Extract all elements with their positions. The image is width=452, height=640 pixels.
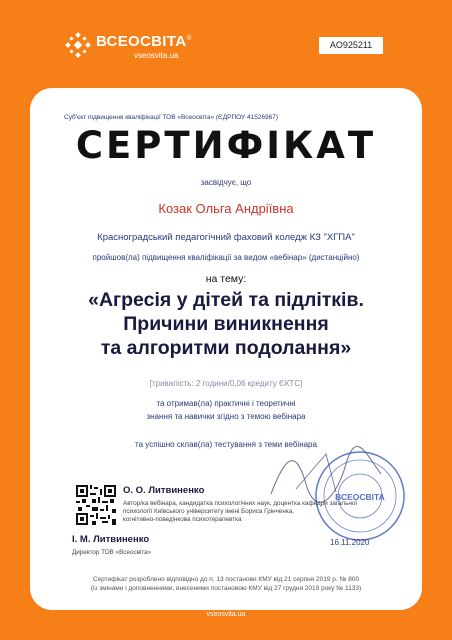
footer-url[interactable]: vseosvita.ua: [206, 611, 246, 618]
received-line: знання та навички згідно з темою вебінара: [146, 412, 306, 421]
duration: [тривалість: 2 години/0,06 кредиту ЄКТС]: [149, 379, 303, 388]
director-name: І. М. Литвиненко: [72, 534, 150, 545]
legal-footnote: [30, 575, 422, 593]
passed-text: пройшов(ла) підвищення кваліфікації за видом «вебінар» (дистанційно): [92, 253, 360, 262]
brand-ornament-icon: [64, 31, 92, 59]
brand-url: vseosvita.ua: [134, 51, 179, 60]
organization: Красноградський педагогічний фаховий коледж КЗ "ХГПА": [97, 232, 355, 243]
certificate-card: [30, 88, 422, 610]
brand-logo: [64, 31, 192, 61]
tested-text: та успішно склав(ла) тестування з теми вебінара: [135, 440, 317, 449]
topic-label: на тему:: [205, 273, 247, 285]
author-description-line: Автор/ка вебінара, кандидатка психологічних наук, доцентка кафедри загальної: [123, 500, 358, 507]
topic-line: «Агресія у дітей та підлітків.: [88, 289, 364, 311]
subject-line: Суб'єкт підвищення кваліфікації ТОВ «Всеосвіта» (ЄДРПОУ 41526967): [64, 114, 279, 121]
brand-name: ВСЕОСВІТА: [96, 33, 187, 50]
director-role: Директор ТОВ «Всеосвіта»: [72, 549, 152, 556]
topic-line: Причини виникнення: [123, 313, 329, 335]
certificate-title: СЕРТИФІКАТ: [75, 124, 377, 167]
signer-director: [72, 534, 151, 556]
footnote-line: Сертифікат розроблено відповідно до п. 13 постанови КМУ від 21 серпня 2019 р. № 800: [92, 576, 360, 583]
issue-date: 16.11.2020: [330, 538, 370, 547]
qr-code[interactable]: [76, 485, 116, 525]
author-description: [123, 500, 423, 524]
signer-author: [123, 485, 423, 524]
received-text: [30, 397, 422, 423]
stamp-text: ВСЕОСВІТА: [335, 492, 385, 502]
recipient-name: Козак Ольга Андріївна: [158, 201, 294, 216]
author-description-line: психології Київського університету імені Бориса Грінченка,: [123, 508, 295, 515]
header: [0, 0, 452, 88]
certificate-id: AO925211: [319, 37, 383, 54]
footnote-line: (із змінами і доповненнями, внесеними постановою КМУ від 27 грудня 2019 року № 1133): [90, 585, 362, 592]
attests-text: засвідчує, що: [200, 178, 252, 187]
topic-title: [30, 288, 422, 360]
author-name: О. О. Литвиненко: [123, 485, 205, 496]
author-description-line: когнітивно-поведінкова психотерапевтка: [123, 516, 242, 523]
topic-line: та алгоритми подолання»: [100, 337, 352, 359]
received-line: та отримав(ла) практичні і теоретичні: [156, 399, 296, 408]
registered-mark: ®: [186, 35, 192, 42]
